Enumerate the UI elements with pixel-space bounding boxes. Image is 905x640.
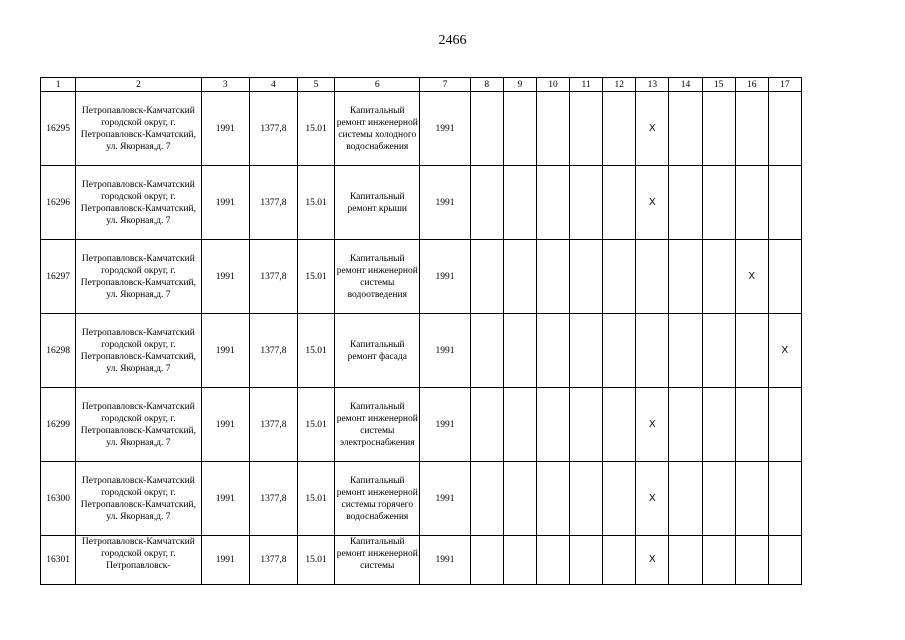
empty-cell-col-11: [570, 388, 603, 462]
year-plan-cell: 1991: [420, 388, 470, 462]
empty-cell-col-14: [669, 240, 702, 314]
column-number-10: 10: [536, 78, 569, 92]
empty-cell-col-15: [702, 462, 735, 536]
row-id-cell: 16295: [41, 92, 76, 166]
year-built-cell: 1991: [201, 536, 249, 585]
year-built-cell: 1991: [201, 388, 249, 462]
address-cell: Петропавловск-Камчатский городской округ, г. Петропавловск-Камчатский, ул. Якорная,д. 7: [76, 92, 201, 166]
row-id-cell: 16297: [41, 240, 76, 314]
mark-cell-col-13: [636, 166, 669, 240]
area-cell: 1377,8: [249, 536, 297, 585]
mark-cell-col-13: [636, 388, 669, 462]
empty-cell-col-13: [636, 240, 669, 314]
year-built-cell: 1991: [201, 166, 249, 240]
code-cell: 15.01: [297, 388, 334, 462]
repair-register-table: [40, 77, 802, 585]
x-mark: X: [781, 344, 789, 356]
empty-cell-col-8: [470, 536, 503, 585]
year-built-cell: 1991: [201, 92, 249, 166]
empty-cell-col-17: [768, 166, 801, 240]
column-number-9: 9: [503, 78, 536, 92]
table-row: [41, 536, 802, 585]
x-mark: X: [648, 196, 656, 208]
empty-cell-col-17: [768, 240, 801, 314]
empty-cell-col-11: [570, 240, 603, 314]
empty-cell-col-10: [536, 92, 569, 166]
page-number: 2466: [438, 33, 467, 48]
x-mark: X: [648, 122, 656, 134]
empty-cell-col-17: [768, 92, 801, 166]
column-number-17: 17: [768, 78, 801, 92]
mark-cell-col-17: [768, 314, 801, 388]
year-built-cell: 1991: [201, 462, 249, 536]
column-number-4: 4: [249, 78, 297, 92]
empty-cell-col-15: [702, 536, 735, 585]
code-cell: 15.01: [297, 314, 334, 388]
empty-cell-col-9: [503, 240, 536, 314]
code-cell: 15.01: [297, 462, 334, 536]
year-plan-cell: 1991: [420, 462, 470, 536]
area-cell: 1377,8: [249, 240, 297, 314]
area-cell: 1377,8: [249, 166, 297, 240]
mark-cell-col-13: [636, 536, 669, 585]
year-plan-cell: 1991: [420, 166, 470, 240]
empty-cell-col-10: [536, 166, 569, 240]
empty-cell-col-14: [669, 462, 702, 536]
empty-cell-col-8: [470, 314, 503, 388]
empty-cell-col-13: [636, 314, 669, 388]
column-number-2: 2: [76, 78, 201, 92]
code-cell: 15.01: [297, 92, 334, 166]
year-built-cell: 1991: [201, 314, 249, 388]
work-type-cell: Капитальный ремонт инженерной системы: [335, 536, 420, 585]
column-number-1: 1: [41, 78, 76, 92]
empty-cell-col-9: [503, 536, 536, 585]
code-cell: 15.01: [297, 536, 334, 585]
year-plan-cell: 1991: [420, 536, 470, 585]
work-type-cell: Капитальный ремонт фасада: [335, 314, 420, 388]
empty-cell-col-16: [735, 462, 768, 536]
row-id-cell: 16299: [41, 388, 76, 462]
empty-cell-col-10: [536, 536, 569, 585]
code-cell: 15.01: [297, 240, 334, 314]
empty-cell-col-12: [603, 388, 636, 462]
empty-cell-col-9: [503, 462, 536, 536]
empty-cell-col-12: [603, 166, 636, 240]
empty-cell-col-17: [768, 462, 801, 536]
column-number-6: 6: [335, 78, 420, 92]
area-cell: 1377,8: [249, 388, 297, 462]
empty-cell-col-11: [570, 536, 603, 585]
address-cell: Петропавловск-Камчатский городской округ, г. Петропавловск-Камчатский, ул. Якорная,д. 7: [76, 388, 201, 462]
empty-cell-col-11: [570, 92, 603, 166]
area-cell: 1377,8: [249, 462, 297, 536]
empty-cell-col-14: [669, 92, 702, 166]
work-type-cell: Капитальный ремонт инженерной системы электроснабжения: [335, 388, 420, 462]
column-number-3: 3: [201, 78, 249, 92]
column-number-7: 7: [420, 78, 470, 92]
empty-cell-col-14: [669, 388, 702, 462]
empty-cell-col-15: [702, 314, 735, 388]
code-cell: 15.01: [297, 166, 334, 240]
mark-cell-col-13: [636, 462, 669, 536]
x-mark: X: [648, 418, 656, 430]
empty-cell-col-9: [503, 314, 536, 388]
column-number-11: 11: [570, 78, 603, 92]
empty-cell-col-16: [735, 92, 768, 166]
x-mark: X: [648, 554, 656, 565]
empty-cell-col-16: [735, 314, 768, 388]
empty-cell-col-14: [669, 314, 702, 388]
empty-cell-col-16: [735, 166, 768, 240]
table-row: [41, 462, 802, 536]
table-row: [41, 388, 802, 462]
row-id-cell: 16296: [41, 166, 76, 240]
empty-cell-col-12: [603, 240, 636, 314]
x-mark: X: [648, 492, 656, 504]
column-number-row: [41, 78, 802, 92]
column-number-16: 16: [735, 78, 768, 92]
empty-cell-col-9: [503, 92, 536, 166]
year-plan-cell: 1991: [420, 92, 470, 166]
table-row: [41, 166, 802, 240]
empty-cell-col-9: [503, 166, 536, 240]
year-built-cell: 1991: [201, 240, 249, 314]
empty-cell-col-8: [470, 462, 503, 536]
x-mark: X: [748, 270, 756, 282]
column-number-12: 12: [603, 78, 636, 92]
empty-cell-col-8: [470, 166, 503, 240]
column-number-15: 15: [702, 78, 735, 92]
area-cell: 1377,8: [249, 92, 297, 166]
address-cell: Петропавловск-Камчатский городской округ, г. Петропавловск-Камчатский, ул. Якорная,д. 7: [76, 462, 201, 536]
empty-cell-col-12: [603, 536, 636, 585]
empty-cell-col-11: [570, 314, 603, 388]
empty-cell-col-10: [536, 314, 569, 388]
table-row: [41, 314, 802, 388]
address-cell: Петропавловск-Камчатский городской округ, г. Петропавловск-Камчатский, ул. Якорная,д. 7: [76, 240, 201, 314]
row-id-cell: 16300: [41, 462, 76, 536]
column-number-5: 5: [297, 78, 334, 92]
table-body: [41, 78, 802, 585]
empty-cell-col-10: [536, 240, 569, 314]
empty-cell-col-15: [702, 240, 735, 314]
empty-cell-col-15: [702, 166, 735, 240]
empty-cell-col-12: [603, 314, 636, 388]
empty-cell-col-8: [470, 92, 503, 166]
work-type-cell: Капитальный ремонт инженерной системы горячего водоснабжения: [335, 462, 420, 536]
empty-cell-col-8: [470, 240, 503, 314]
empty-cell-col-17: [768, 536, 801, 585]
empty-cell-col-10: [536, 462, 569, 536]
row-id-cell: 16298: [41, 314, 76, 388]
address-cell: Петропавловск-Камчатский городской округ, г. Петропавловск-: [76, 536, 201, 585]
work-type-cell: Капитальный ремонт инженерной системы водоотведения: [335, 240, 420, 314]
row-id-cell: 16301: [41, 536, 76, 585]
empty-cell-col-8: [470, 388, 503, 462]
empty-cell-col-14: [669, 166, 702, 240]
column-number-13: 13: [636, 78, 669, 92]
address-cell: Петропавловск-Камчатский городской округ, г. Петропавловск-Камчатский, ул. Якорная,д. 7: [76, 314, 201, 388]
table-row: [41, 92, 802, 166]
table-row: [41, 240, 802, 314]
empty-cell-col-10: [536, 388, 569, 462]
empty-cell-col-11: [570, 166, 603, 240]
empty-cell-col-15: [702, 388, 735, 462]
year-plan-cell: 1991: [420, 240, 470, 314]
year-plan-cell: 1991: [420, 314, 470, 388]
column-number-8: 8: [470, 78, 503, 92]
area-cell: 1377,8: [249, 314, 297, 388]
empty-cell-col-16: [735, 536, 768, 585]
empty-cell-col-12: [603, 462, 636, 536]
empty-cell-col-17: [768, 388, 801, 462]
address-cell: Петропавловск-Камчатский городской округ, г. Петропавловск-Камчатский, ул. Якорная,д. 7: [76, 166, 201, 240]
mark-cell-col-16: [735, 240, 768, 314]
empty-cell-col-15: [702, 92, 735, 166]
empty-cell-col-9: [503, 388, 536, 462]
work-type-cell: Капитальный ремонт крыши: [335, 166, 420, 240]
work-type-cell: Капитальный ремонт инженерной системы холодного водоснабжения: [335, 92, 420, 166]
empty-cell-col-11: [570, 462, 603, 536]
mark-cell-col-13: [636, 92, 669, 166]
empty-cell-col-16: [735, 388, 768, 462]
empty-cell-col-12: [603, 92, 636, 166]
empty-cell-col-14: [669, 536, 702, 585]
column-number-14: 14: [669, 78, 702, 92]
